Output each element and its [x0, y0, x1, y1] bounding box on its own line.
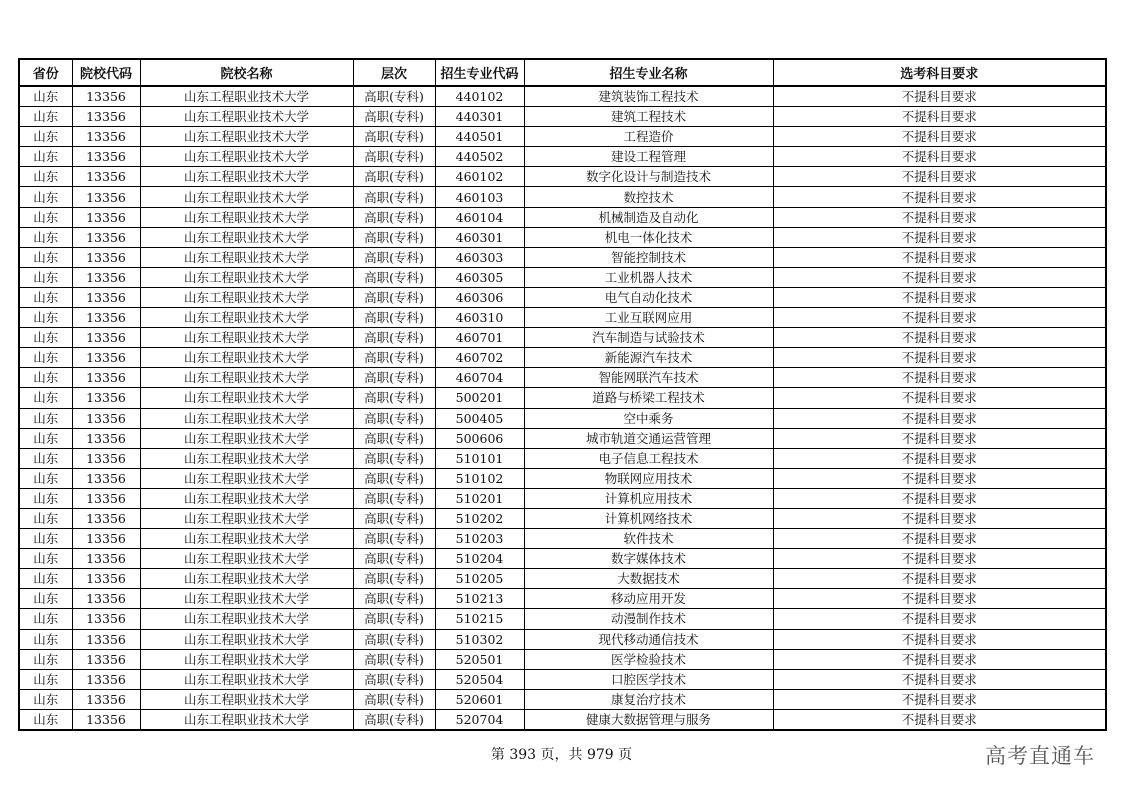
cell-school-code: 13356 — [72, 408, 140, 428]
cell-province: 山东 — [19, 629, 72, 649]
cell-school-code: 13356 — [72, 187, 140, 207]
cell-province: 山东 — [19, 549, 72, 569]
table-row — [19, 368, 1106, 388]
cell-major-code: 510204 — [435, 549, 524, 569]
cell-school-code: 13356 — [72, 247, 140, 267]
total-pages: 979 — [586, 747, 614, 763]
cell-subject-requirement: 不提科目要求 — [773, 107, 1106, 127]
cell-school-code: 13356 — [72, 227, 140, 247]
table-row — [19, 308, 1106, 328]
cell-major-code: 500201 — [435, 388, 524, 408]
cell-school-code: 13356 — [72, 328, 140, 348]
cell-major-code: 460303 — [435, 247, 524, 267]
cell-level: 高职(专科) — [353, 247, 435, 267]
cell-subject-requirement: 不提科目要求 — [773, 127, 1106, 147]
table-row — [19, 649, 1106, 669]
cell-subject-requirement: 不提科目要求 — [773, 629, 1106, 649]
cell-province: 山东 — [19, 227, 72, 247]
cell-subject-requirement: 不提科目要求 — [773, 529, 1106, 549]
table-row — [19, 227, 1106, 247]
cell-major-code: 460306 — [435, 287, 524, 307]
table-row — [19, 549, 1106, 569]
cell-major-code: 510201 — [435, 488, 524, 508]
cell-subject-requirement: 不提科目要求 — [773, 649, 1106, 669]
table-row — [19, 468, 1106, 488]
cell-school-name: 山东工程职业技术大学 — [140, 247, 353, 267]
table-body — [19, 86, 1106, 730]
cell-school-code: 13356 — [72, 649, 140, 669]
cell-school-name: 山东工程职业技术大学 — [140, 267, 353, 287]
cell-subject-requirement: 不提科目要求 — [773, 287, 1106, 307]
cell-major-code: 510302 — [435, 629, 524, 649]
cell-major-name: 工业互联网应用 — [524, 308, 773, 328]
cell-school-code: 13356 — [72, 488, 140, 508]
cell-major-code: 460305 — [435, 267, 524, 287]
table-row — [19, 388, 1106, 408]
cell-level: 高职(专科) — [353, 388, 435, 408]
cell-level: 高职(专科) — [353, 207, 435, 227]
cell-major-name: 口腔医学技术 — [524, 669, 773, 689]
cell-subject-requirement: 不提科目要求 — [773, 368, 1106, 388]
cell-major-code: 500405 — [435, 408, 524, 428]
cell-major-name: 大数据技术 — [524, 569, 773, 589]
cell-school-code: 13356 — [72, 127, 140, 147]
cell-school-name: 山东工程职业技术大学 — [140, 508, 353, 528]
cell-major-code: 460702 — [435, 348, 524, 368]
cell-major-code: 460301 — [435, 227, 524, 247]
header-level: 层次 — [353, 59, 435, 86]
cell-school-code: 13356 — [72, 468, 140, 488]
cell-level: 高职(专科) — [353, 689, 435, 709]
cell-school-code: 13356 — [72, 147, 140, 167]
header-subject-requirement: 选考科目要求 — [773, 59, 1106, 86]
cell-subject-requirement: 不提科目要求 — [773, 428, 1106, 448]
cell-subject-requirement: 不提科目要求 — [773, 86, 1106, 107]
cell-province: 山东 — [19, 167, 72, 187]
table-row — [19, 147, 1106, 167]
cell-level: 高职(专科) — [353, 187, 435, 207]
cell-school-name: 山东工程职业技术大学 — [140, 368, 353, 388]
table-row — [19, 589, 1106, 609]
cell-subject-requirement: 不提科目要求 — [773, 609, 1106, 629]
cell-major-name: 工业机器人技术 — [524, 267, 773, 287]
header-school-code: 院校代码 — [72, 59, 140, 86]
cell-major-code: 510202 — [435, 508, 524, 528]
table-row — [19, 569, 1106, 589]
current-page: 393 — [509, 747, 537, 763]
table-row — [19, 127, 1106, 147]
cell-school-name: 山东工程职业技术大学 — [140, 348, 353, 368]
cell-major-code: 520501 — [435, 649, 524, 669]
cell-school-code: 13356 — [72, 368, 140, 388]
cell-level: 高职(专科) — [353, 508, 435, 528]
cell-school-code: 13356 — [72, 428, 140, 448]
table-row — [19, 187, 1106, 207]
table-row — [19, 408, 1106, 428]
cell-province: 山东 — [19, 669, 72, 689]
table-row — [19, 629, 1106, 649]
cell-major-name: 建筑工程技术 — [524, 107, 773, 127]
table-row — [19, 609, 1106, 629]
cell-subject-requirement: 不提科目要求 — [773, 448, 1106, 468]
table-row — [19, 669, 1106, 689]
cell-level: 高职(专科) — [353, 308, 435, 328]
cell-level: 高职(专科) — [353, 569, 435, 589]
cell-province: 山东 — [19, 247, 72, 267]
cell-school-name: 山东工程职业技术大学 — [140, 328, 353, 348]
cell-major-code: 510205 — [435, 569, 524, 589]
cell-school-code: 13356 — [72, 308, 140, 328]
table-row — [19, 428, 1106, 448]
cell-school-code: 13356 — [72, 348, 140, 368]
cell-school-code: 13356 — [72, 448, 140, 468]
cell-major-name: 电子信息工程技术 — [524, 448, 773, 468]
cell-subject-requirement: 不提科目要求 — [773, 147, 1106, 167]
header-major-name: 招生专业名称 — [524, 59, 773, 86]
cell-province: 山东 — [19, 689, 72, 709]
cell-major-name: 软件技术 — [524, 529, 773, 549]
cell-school-code: 13356 — [72, 709, 140, 730]
cell-level: 高职(专科) — [353, 167, 435, 187]
cell-level: 高职(专科) — [353, 709, 435, 730]
cell-school-name: 山东工程职业技术大学 — [140, 227, 353, 247]
cell-school-name: 山东工程职业技术大学 — [140, 428, 353, 448]
cell-level: 高职(专科) — [353, 629, 435, 649]
cell-major-name: 道路与桥梁工程技术 — [524, 388, 773, 408]
cell-major-name: 新能源汽车技术 — [524, 348, 773, 368]
cell-major-name: 建设工程管理 — [524, 147, 773, 167]
cell-province: 山东 — [19, 649, 72, 669]
cell-level: 高职(专科) — [353, 86, 435, 107]
cell-subject-requirement: 不提科目要求 — [773, 227, 1106, 247]
cell-province: 山东 — [19, 529, 72, 549]
table-row — [19, 86, 1106, 107]
cell-subject-requirement: 不提科目要求 — [773, 488, 1106, 508]
cell-school-name: 山东工程职业技术大学 — [140, 549, 353, 569]
cell-major-code: 520704 — [435, 709, 524, 730]
table-row — [19, 508, 1106, 528]
cell-level: 高职(专科) — [353, 267, 435, 287]
cell-level: 高职(专科) — [353, 368, 435, 388]
cell-major-code: 460102 — [435, 167, 524, 187]
cell-school-name: 山东工程职业技术大学 — [140, 207, 353, 227]
cell-school-name: 山东工程职业技术大学 — [140, 388, 353, 408]
cell-major-name: 建筑装饰工程技术 — [524, 86, 773, 107]
cell-school-code: 13356 — [72, 207, 140, 227]
cell-province: 山东 — [19, 328, 72, 348]
cell-major-name: 健康大数据管理与服务 — [524, 709, 773, 730]
cell-school-code: 13356 — [72, 589, 140, 609]
cell-province: 山东 — [19, 709, 72, 730]
cell-major-name: 汽车制造与试验技术 — [524, 328, 773, 348]
cell-school-name: 山东工程职业技术大学 — [140, 709, 353, 730]
cell-major-code: 510101 — [435, 448, 524, 468]
cell-level: 高职(专科) — [353, 589, 435, 609]
cell-major-name: 动漫制作技术 — [524, 609, 773, 629]
cell-subject-requirement: 不提科目要求 — [773, 167, 1106, 187]
table-row — [19, 167, 1106, 187]
cell-province: 山东 — [19, 107, 72, 127]
cell-province: 山东 — [19, 448, 72, 468]
cell-major-name: 物联网应用技术 — [524, 468, 773, 488]
cell-subject-requirement: 不提科目要求 — [773, 187, 1106, 207]
cell-major-name: 空中乘务 — [524, 408, 773, 428]
admission-table — [18, 58, 1107, 731]
cell-school-name: 山东工程职业技术大学 — [140, 629, 353, 649]
cell-subject-requirement: 不提科目要求 — [773, 328, 1106, 348]
cell-major-code: 460310 — [435, 308, 524, 328]
cell-school-name: 山东工程职业技术大学 — [140, 147, 353, 167]
cell-school-code: 13356 — [72, 287, 140, 307]
cell-major-name: 数字媒体技术 — [524, 549, 773, 569]
cell-province: 山东 — [19, 348, 72, 368]
header-province: 省份 — [19, 59, 72, 86]
cell-school-code: 13356 — [72, 549, 140, 569]
cell-province: 山东 — [19, 207, 72, 227]
cell-school-code: 13356 — [72, 689, 140, 709]
cell-major-code: 440301 — [435, 107, 524, 127]
cell-school-name: 山东工程职业技术大学 — [140, 86, 353, 107]
cell-subject-requirement: 不提科目要求 — [773, 549, 1106, 569]
cell-major-code: 440501 — [435, 127, 524, 147]
cell-school-name: 山东工程职业技术大学 — [140, 308, 353, 328]
cell-school-code: 13356 — [72, 267, 140, 287]
cell-level: 高职(专科) — [353, 529, 435, 549]
cell-major-code: 460104 — [435, 207, 524, 227]
cell-province: 山东 — [19, 609, 72, 629]
cell-school-name: 山东工程职业技术大学 — [140, 569, 353, 589]
cell-major-code: 460701 — [435, 328, 524, 348]
cell-major-name: 医学检验技术 — [524, 649, 773, 669]
cell-major-name: 智能网联汽车技术 — [524, 368, 773, 388]
table-row — [19, 448, 1106, 468]
cell-major-name: 移动应用开发 — [524, 589, 773, 609]
table-row — [19, 267, 1106, 287]
cell-major-code: 520601 — [435, 689, 524, 709]
cell-school-code: 13356 — [72, 107, 140, 127]
cell-province: 山东 — [19, 368, 72, 388]
cell-major-code: 510203 — [435, 529, 524, 549]
cell-major-code: 460103 — [435, 187, 524, 207]
cell-major-name: 智能控制技术 — [524, 247, 773, 267]
header-major-code: 招生专业代码 — [435, 59, 524, 86]
watermark-logo: 高考直通车 — [985, 744, 1095, 768]
cell-major-code: 510213 — [435, 589, 524, 609]
table-row — [19, 709, 1106, 730]
cell-subject-requirement: 不提科目要求 — [773, 348, 1106, 368]
cell-province: 山东 — [19, 488, 72, 508]
cell-school-name: 山东工程职业技术大学 — [140, 488, 353, 508]
cell-province: 山东 — [19, 287, 72, 307]
cell-level: 高职(专科) — [353, 227, 435, 247]
cell-subject-requirement: 不提科目要求 — [773, 569, 1106, 589]
cell-major-code: 440502 — [435, 147, 524, 167]
cell-level: 高职(专科) — [353, 408, 435, 428]
cell-province: 山东 — [19, 127, 72, 147]
cell-major-name: 电气自动化技术 — [524, 287, 773, 307]
cell-level: 高职(专科) — [353, 669, 435, 689]
cell-subject-requirement: 不提科目要求 — [773, 589, 1106, 609]
cell-subject-requirement: 不提科目要求 — [773, 468, 1106, 488]
cell-school-name: 山东工程职业技术大学 — [140, 589, 353, 609]
cell-level: 高职(专科) — [353, 287, 435, 307]
table-row — [19, 488, 1106, 508]
cell-school-name: 山东工程职业技术大学 — [140, 408, 353, 428]
cell-major-code: 500606 — [435, 428, 524, 448]
cell-school-code: 13356 — [72, 669, 140, 689]
cell-school-code: 13356 — [72, 629, 140, 649]
cell-major-code: 460704 — [435, 368, 524, 388]
cell-school-code: 13356 — [72, 388, 140, 408]
table-row — [19, 529, 1106, 549]
cell-province: 山东 — [19, 147, 72, 167]
cell-major-code: 520504 — [435, 669, 524, 689]
cell-subject-requirement: 不提科目要求 — [773, 709, 1106, 730]
cell-subject-requirement: 不提科目要求 — [773, 247, 1106, 267]
cell-level: 高职(专科) — [353, 328, 435, 348]
cell-major-name: 城市轨道交通运营管理 — [524, 428, 773, 448]
cell-subject-requirement: 不提科目要求 — [773, 267, 1106, 287]
cell-major-name: 工程造价 — [524, 127, 773, 147]
table-row — [19, 328, 1106, 348]
cell-level: 高职(专科) — [353, 147, 435, 167]
cell-level: 高职(专科) — [353, 348, 435, 368]
cell-school-name: 山东工程职业技术大学 — [140, 127, 353, 147]
cell-subject-requirement: 不提科目要求 — [773, 408, 1106, 428]
cell-subject-requirement: 不提科目要求 — [773, 308, 1106, 328]
cell-level: 高职(专科) — [353, 649, 435, 669]
cell-major-name: 康复治疗技术 — [524, 689, 773, 709]
page-suffix: 页 — [618, 747, 633, 763]
cell-province: 山东 — [19, 428, 72, 448]
cell-school-name: 山东工程职业技术大学 — [140, 609, 353, 629]
cell-level: 高职(专科) — [353, 488, 435, 508]
cell-major-code: 510102 — [435, 468, 524, 488]
page-prefix: 第 — [490, 747, 505, 763]
table-row — [19, 348, 1106, 368]
cell-major-name: 计算机应用技术 — [524, 488, 773, 508]
cell-province: 山东 — [19, 267, 72, 287]
cell-school-code: 13356 — [72, 508, 140, 528]
cell-major-name: 计算机网络技术 — [524, 508, 773, 528]
cell-school-name: 山东工程职业技术大学 — [140, 529, 353, 549]
cell-subject-requirement: 不提科目要求 — [773, 207, 1106, 227]
cell-level: 高职(专科) — [353, 448, 435, 468]
cell-school-code: 13356 — [72, 569, 140, 589]
table-row — [19, 247, 1106, 267]
cell-school-name: 山东工程职业技术大学 — [140, 689, 353, 709]
cell-major-name: 现代移动通信技术 — [524, 629, 773, 649]
cell-school-name: 山东工程职业技术大学 — [140, 669, 353, 689]
cell-level: 高职(专科) — [353, 468, 435, 488]
table-row — [19, 689, 1106, 709]
cell-province: 山东 — [19, 388, 72, 408]
cell-major-name: 机电一体化技术 — [524, 227, 773, 247]
cell-school-code: 13356 — [72, 529, 140, 549]
cell-province: 山东 — [19, 468, 72, 488]
table-row — [19, 107, 1106, 127]
cell-subject-requirement: 不提科目要求 — [773, 388, 1106, 408]
cell-major-code: 510215 — [435, 609, 524, 629]
cell-school-name: 山东工程职业技术大学 — [140, 468, 353, 488]
cell-province: 山东 — [19, 569, 72, 589]
cell-school-code: 13356 — [72, 86, 140, 107]
cell-school-code: 13356 — [72, 167, 140, 187]
header-school-name: 院校名称 — [140, 59, 353, 86]
cell-major-name: 数控技术 — [524, 187, 773, 207]
cell-major-name: 机械制造及自动化 — [524, 207, 773, 227]
cell-subject-requirement: 不提科目要求 — [773, 669, 1106, 689]
cell-province: 山东 — [19, 508, 72, 528]
cell-province: 山东 — [19, 408, 72, 428]
cell-school-name: 山东工程职业技术大学 — [140, 167, 353, 187]
cell-school-name: 山东工程职业技术大学 — [140, 107, 353, 127]
page-number — [0, 744, 1123, 764]
cell-province: 山东 — [19, 308, 72, 328]
cell-province: 山东 — [19, 187, 72, 207]
table-row — [19, 207, 1106, 227]
page-middle: 页，共 — [540, 747, 583, 763]
cell-level: 高职(专科) — [353, 107, 435, 127]
cell-province: 山东 — [19, 86, 72, 107]
cell-major-code: 440102 — [435, 86, 524, 107]
cell-level: 高职(专科) — [353, 428, 435, 448]
cell-school-name: 山东工程职业技术大学 — [140, 448, 353, 468]
cell-level: 高职(专科) — [353, 549, 435, 569]
cell-province: 山东 — [19, 589, 72, 609]
cell-major-name: 数字化设计与制造技术 — [524, 167, 773, 187]
cell-school-name: 山东工程职业技术大学 — [140, 649, 353, 669]
table-header-row — [19, 59, 1106, 86]
table-row — [19, 287, 1106, 307]
cell-level: 高职(专科) — [353, 127, 435, 147]
cell-school-code: 13356 — [72, 609, 140, 629]
cell-school-name: 山东工程职业技术大学 — [140, 187, 353, 207]
cell-subject-requirement: 不提科目要求 — [773, 689, 1106, 709]
cell-school-name: 山东工程职业技术大学 — [140, 287, 353, 307]
cell-subject-requirement: 不提科目要求 — [773, 508, 1106, 528]
cell-level: 高职(专科) — [353, 609, 435, 629]
